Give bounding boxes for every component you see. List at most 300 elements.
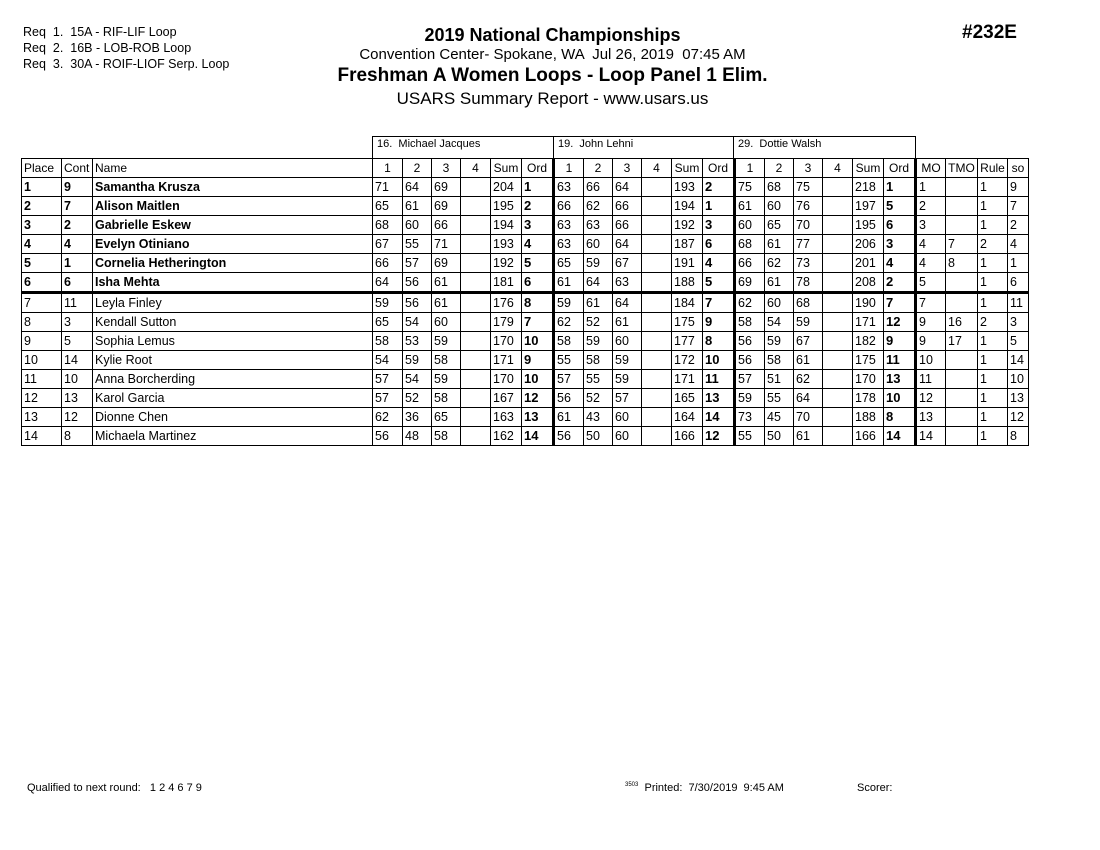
table-cell: 10	[703, 351, 735, 370]
table-cell: 60	[613, 408, 642, 427]
table-cell: 170	[491, 370, 522, 389]
table-cell: 13	[62, 389, 93, 408]
table-cell: 177	[672, 332, 703, 351]
table-cell	[823, 293, 853, 313]
table-cell: 4	[22, 235, 62, 254]
table-cell: 8	[22, 313, 62, 332]
table-cell: 170	[853, 370, 884, 389]
table-cell: 13	[522, 408, 554, 427]
table-cell: 75	[735, 178, 765, 197]
table-cell: 59	[373, 293, 403, 313]
table-cell: 13	[884, 370, 916, 389]
table-cell: 9	[884, 332, 916, 351]
table-cell: 61	[735, 197, 765, 216]
table-row	[22, 427, 1029, 446]
column-header: Ord	[522, 159, 554, 178]
table-cell: 56	[735, 332, 765, 351]
table-cell: 56	[554, 427, 584, 446]
judge-1-header: 16. Michael Jacques	[372, 136, 554, 158]
table-cell	[946, 273, 978, 293]
table-cell: 2	[703, 178, 735, 197]
table-cell: 62	[765, 254, 794, 273]
table-cell: 3	[703, 216, 735, 235]
table-cell	[823, 235, 853, 254]
table-cell: 7	[703, 293, 735, 313]
table-cell: 64	[613, 235, 642, 254]
table-cell: 14	[22, 427, 62, 446]
column-header: Sum	[491, 159, 522, 178]
table-cell: 10	[22, 351, 62, 370]
table-cell	[461, 313, 491, 332]
table-cell: 1	[978, 370, 1008, 389]
table-cell: 12	[884, 313, 916, 332]
table-cell: 1	[978, 216, 1008, 235]
table-cell: 56	[373, 427, 403, 446]
requirement-3: Req 3. 30A - ROIF-LIOF Serp. Loop	[23, 57, 230, 71]
table-cell: 59	[735, 389, 765, 408]
table-cell	[642, 273, 672, 293]
table-cell: 69	[432, 254, 461, 273]
table-cell: 195	[491, 197, 522, 216]
table-row	[22, 293, 1029, 313]
printed-date: Printed: 7/30/2019 9:45 AM	[644, 782, 784, 794]
table-cell	[461, 293, 491, 313]
table-cell	[461, 235, 491, 254]
qualified-note: Qualified to next round: 1 2 4 6 7 9	[27, 782, 202, 794]
table-cell: 8	[62, 427, 93, 446]
column-header: Ord	[703, 159, 735, 178]
table-cell: 2	[978, 313, 1008, 332]
table-cell: 64	[403, 178, 432, 197]
table-row	[22, 332, 1029, 351]
table-cell: 68	[794, 293, 823, 313]
table-cell: 3	[916, 216, 946, 235]
table-cell: 181	[491, 273, 522, 293]
table-cell: 54	[765, 313, 794, 332]
table-cell	[642, 332, 672, 351]
table-cell	[461, 254, 491, 273]
table-cell: 69	[432, 178, 461, 197]
table-cell: 171	[491, 351, 522, 370]
table-cell: 17	[946, 332, 978, 351]
table-cell: 52	[403, 389, 432, 408]
table-cell: 3	[62, 313, 93, 332]
table-cell: Sophia Lemus	[93, 332, 373, 351]
table-cell: 175	[853, 351, 884, 370]
table-cell	[823, 313, 853, 332]
table-cell: 2	[522, 197, 554, 216]
table-cell: 60	[432, 313, 461, 332]
table-cell: 61	[403, 197, 432, 216]
table-cell: 176	[491, 293, 522, 313]
table-cell: 57	[554, 370, 584, 389]
table-cell: 58	[554, 332, 584, 351]
table-cell	[946, 197, 978, 216]
report-code: 3503	[625, 782, 639, 788]
column-header: Place	[22, 159, 62, 178]
table-cell: 66	[554, 197, 584, 216]
table-cell: 11	[703, 370, 735, 389]
table-cell: 11	[62, 293, 93, 313]
table-cell: 59	[794, 313, 823, 332]
column-header: 1	[373, 159, 403, 178]
table-cell: 56	[554, 389, 584, 408]
table-cell: 60	[584, 235, 613, 254]
table-cell: 1	[703, 197, 735, 216]
table-row	[22, 389, 1029, 408]
table-cell: 1	[884, 178, 916, 197]
table-cell: 164	[672, 408, 703, 427]
table-cell: 11	[916, 370, 946, 389]
table-cell: 191	[672, 254, 703, 273]
column-header: so	[1008, 159, 1029, 178]
table-cell: 57	[403, 254, 432, 273]
column-header: Rule	[978, 159, 1008, 178]
requirement-1: Req 1. 15A - RIF-LIF Loop	[23, 25, 177, 39]
table-cell: 204	[491, 178, 522, 197]
table-cell: 65	[432, 408, 461, 427]
column-header: 1	[735, 159, 765, 178]
table-cell: 9	[703, 313, 735, 332]
table-cell: 1	[62, 254, 93, 273]
table-cell: 48	[403, 427, 432, 446]
table-cell: 45	[765, 408, 794, 427]
table-cell: 2	[884, 273, 916, 293]
table-cell	[823, 254, 853, 273]
table-cell: 13	[22, 408, 62, 427]
table-cell: 50	[584, 427, 613, 446]
table-cell	[946, 408, 978, 427]
table-cell: 55	[765, 389, 794, 408]
table-cell: 58	[735, 313, 765, 332]
table-cell: 4	[884, 254, 916, 273]
table-cell: 76	[794, 197, 823, 216]
table-cell: 58	[432, 351, 461, 370]
table-cell	[823, 408, 853, 427]
column-header: Sum	[853, 159, 884, 178]
table-cell: 61	[432, 273, 461, 293]
table-row	[22, 235, 1029, 254]
table-cell	[946, 293, 978, 313]
table-cell	[823, 389, 853, 408]
results-table	[21, 158, 1029, 446]
table-cell	[946, 178, 978, 197]
table-cell	[823, 216, 853, 235]
table-cell: Isha Mehta	[93, 273, 373, 293]
table-cell: 7	[946, 235, 978, 254]
table-cell: 14	[884, 427, 916, 446]
table-cell: 55	[554, 351, 584, 370]
event-number: #232E	[962, 22, 1017, 43]
table-cell	[461, 273, 491, 293]
table-cell: 71	[432, 235, 461, 254]
table-cell: 64	[584, 273, 613, 293]
table-cell: 10	[522, 370, 554, 389]
table-cell: 12	[62, 408, 93, 427]
table-cell: 61	[584, 293, 613, 313]
table-cell: 58	[584, 351, 613, 370]
table-cell: Dionne Chen	[93, 408, 373, 427]
table-cell: 51	[765, 370, 794, 389]
judge-2-header: 19. John Lehni	[553, 136, 734, 158]
table-row	[22, 216, 1029, 235]
table-cell: 12	[703, 427, 735, 446]
table-cell: 13	[916, 408, 946, 427]
table-cell: 62	[735, 293, 765, 313]
table-cell: 61	[765, 273, 794, 293]
table-cell: 67	[613, 254, 642, 273]
table-cell: 12	[1008, 408, 1029, 427]
table-cell: 62	[373, 408, 403, 427]
table-cell: Gabrielle Eskew	[93, 216, 373, 235]
table-cell: 6	[62, 273, 93, 293]
table-cell: 171	[672, 370, 703, 389]
scorer-label: Scorer:	[857, 782, 893, 794]
table-cell: Samantha Krusza	[93, 178, 373, 197]
table-cell: 184	[672, 293, 703, 313]
table-cell: 55	[735, 427, 765, 446]
table-cell	[946, 389, 978, 408]
table-cell: 1	[978, 293, 1008, 313]
table-cell: 187	[672, 235, 703, 254]
column-header: Ord	[884, 159, 916, 178]
table-cell: 172	[672, 351, 703, 370]
table-cell: 1	[978, 408, 1008, 427]
table-cell: Cornelia Hetherington	[93, 254, 373, 273]
table-cell: 70	[794, 216, 823, 235]
table-cell	[946, 427, 978, 446]
table-cell: 1	[978, 197, 1008, 216]
table-cell: 66	[373, 254, 403, 273]
report-subtitle: USARS Summary Report - www.usars.us	[396, 89, 709, 108]
table-cell: 14	[62, 351, 93, 370]
table-cell: 60	[765, 197, 794, 216]
table-cell: 6	[703, 235, 735, 254]
table-cell: 171	[853, 313, 884, 332]
table-cell: 166	[672, 427, 703, 446]
table-cell: 71	[373, 178, 403, 197]
table-cell: 67	[373, 235, 403, 254]
table-cell: 9	[22, 332, 62, 351]
table-cell: 66	[432, 216, 461, 235]
table-cell: 2	[1008, 216, 1029, 235]
table-row	[22, 273, 1029, 293]
table-cell: 58	[432, 427, 461, 446]
table-cell: 59	[554, 293, 584, 313]
table-cell: 8	[522, 293, 554, 313]
table-cell: 166	[853, 427, 884, 446]
table-cell: 66	[735, 254, 765, 273]
table-cell: 59	[432, 332, 461, 351]
table-cell: 61	[613, 313, 642, 332]
table-cell: 162	[491, 427, 522, 446]
table-cell: 9	[916, 313, 946, 332]
column-header: 3	[794, 159, 823, 178]
table-cell	[461, 408, 491, 427]
table-cell	[642, 351, 672, 370]
table-cell: 2	[22, 197, 62, 216]
table-cell: 197	[853, 197, 884, 216]
table-cell: 182	[853, 332, 884, 351]
table-cell: 1	[978, 332, 1008, 351]
table-cell: Michaela Martinez	[93, 427, 373, 446]
table-cell: 16	[946, 313, 978, 332]
column-header: Name	[93, 159, 373, 178]
printed-stamp	[625, 782, 784, 794]
table-cell: Leyla Finley	[93, 293, 373, 313]
table-cell	[461, 427, 491, 446]
table-cell	[823, 273, 853, 293]
table-cell: 60	[613, 332, 642, 351]
table-cell: 59	[584, 254, 613, 273]
table-cell: 2	[62, 216, 93, 235]
table-cell: 9	[522, 351, 554, 370]
table-cell: 52	[584, 389, 613, 408]
table-cell: 193	[672, 178, 703, 197]
table-cell: 55	[403, 235, 432, 254]
table-cell: 10	[884, 389, 916, 408]
table-cell: 10	[62, 370, 93, 389]
table-row	[22, 351, 1029, 370]
table-cell: 61	[554, 273, 584, 293]
column-header: 3	[432, 159, 461, 178]
table-cell: 11	[884, 351, 916, 370]
table-cell: 190	[853, 293, 884, 313]
table-cell: 73	[794, 254, 823, 273]
championship-title: 2019 National Championships	[424, 25, 681, 45]
table-cell: 195	[853, 216, 884, 235]
table-cell	[642, 389, 672, 408]
table-cell: 62	[584, 197, 613, 216]
table-cell: 13	[1008, 389, 1029, 408]
requirements-list	[23, 24, 229, 72]
table-cell	[642, 370, 672, 389]
table-cell: 11	[22, 370, 62, 389]
table-cell	[461, 389, 491, 408]
table-cell	[642, 216, 672, 235]
table-cell	[946, 370, 978, 389]
table-cell	[823, 370, 853, 389]
table-cell: 1	[978, 427, 1008, 446]
table-cell: 61	[794, 351, 823, 370]
table-cell: 7	[884, 293, 916, 313]
column-header: TMO	[946, 159, 978, 178]
table-cell: 52	[584, 313, 613, 332]
table-row	[22, 197, 1029, 216]
table-cell: 5	[522, 254, 554, 273]
table-cell: 65	[765, 216, 794, 235]
table-cell: 7	[62, 197, 93, 216]
table-cell: 54	[403, 313, 432, 332]
table-cell: 4	[62, 235, 93, 254]
table-cell: 163	[491, 408, 522, 427]
table-cell: 57	[373, 389, 403, 408]
table-cell: 65	[554, 254, 584, 273]
table-cell: 68	[373, 216, 403, 235]
table-cell: 8	[703, 332, 735, 351]
table-cell	[823, 332, 853, 351]
table-cell: 2	[978, 235, 1008, 254]
column-header-row	[22, 159, 1029, 178]
table-cell: 4	[522, 235, 554, 254]
table-cell: 188	[853, 408, 884, 427]
table-cell: 8	[884, 408, 916, 427]
table-cell: 194	[491, 216, 522, 235]
table-cell: 73	[735, 408, 765, 427]
table-cell: 64	[794, 389, 823, 408]
column-header: 4	[461, 159, 491, 178]
table-cell: 188	[672, 273, 703, 293]
table-cell: 60	[735, 216, 765, 235]
table-cell: 43	[584, 408, 613, 427]
table-cell: 4	[916, 235, 946, 254]
column-header: Sum	[672, 159, 703, 178]
table-cell: 66	[613, 197, 642, 216]
table-cell: Kylie Root	[93, 351, 373, 370]
table-cell: 14	[522, 427, 554, 446]
table-cell	[642, 197, 672, 216]
table-cell: 68	[765, 178, 794, 197]
table-cell: 14	[1008, 351, 1029, 370]
table-cell: 55	[584, 370, 613, 389]
table-cell: 58	[432, 389, 461, 408]
table-cell: 59	[613, 351, 642, 370]
table-cell	[946, 351, 978, 370]
table-cell	[642, 254, 672, 273]
table-row	[22, 313, 1029, 332]
table-cell: Kendall Sutton	[93, 313, 373, 332]
table-cell: 54	[373, 351, 403, 370]
table-cell	[642, 313, 672, 332]
table-cell: 10	[916, 351, 946, 370]
table-cell: 9	[1008, 178, 1029, 197]
table-cell: 60	[765, 293, 794, 313]
table-cell: 62	[554, 313, 584, 332]
table-cell: 165	[672, 389, 703, 408]
table-cell: 60	[613, 427, 642, 446]
table-cell: 59	[432, 370, 461, 389]
table-cell: 4	[703, 254, 735, 273]
table-cell: 3	[1008, 313, 1029, 332]
table-cell: 56	[403, 293, 432, 313]
column-header: 4	[823, 159, 853, 178]
table-cell: 5	[1008, 332, 1029, 351]
table-cell: 69	[735, 273, 765, 293]
table-cell	[823, 197, 853, 216]
table-cell: 4	[916, 254, 946, 273]
table-cell: 9	[916, 332, 946, 351]
table-cell: 63	[554, 178, 584, 197]
table-cell	[823, 178, 853, 197]
table-cell: 2	[916, 197, 946, 216]
table-cell: 170	[491, 332, 522, 351]
report-header	[250, 24, 855, 110]
table-cell	[461, 197, 491, 216]
table-cell: 6	[884, 216, 916, 235]
table-cell	[642, 235, 672, 254]
table-cell: 59	[584, 332, 613, 351]
table-cell	[461, 178, 491, 197]
table-cell: 12	[22, 389, 62, 408]
table-cell: 192	[491, 254, 522, 273]
table-cell: 61	[765, 235, 794, 254]
table-cell: 77	[794, 235, 823, 254]
table-cell: 1	[522, 178, 554, 197]
table-cell	[642, 178, 672, 197]
table-cell: 66	[584, 178, 613, 197]
table-cell: 8	[946, 254, 978, 273]
table-cell: 63	[554, 216, 584, 235]
